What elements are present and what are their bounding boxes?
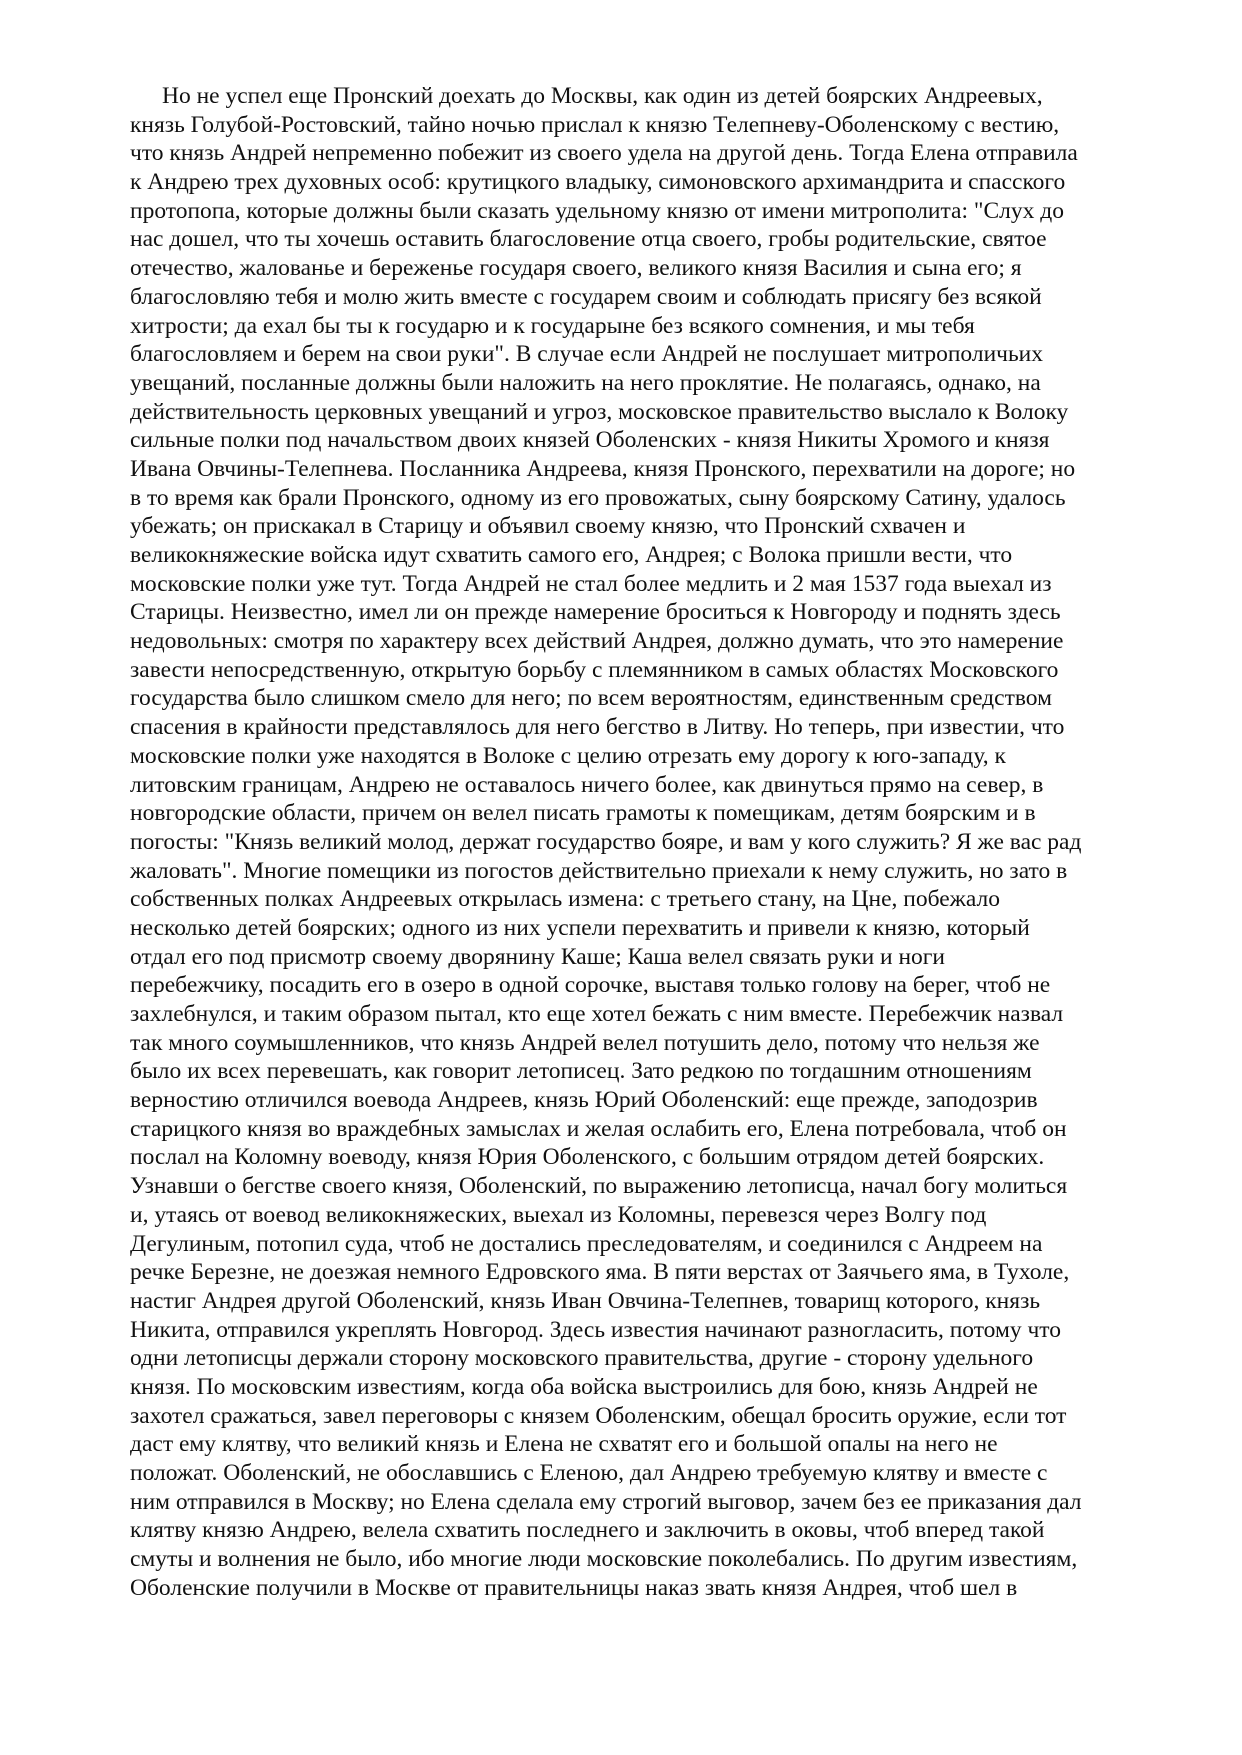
text-line: Никита, отправился укреплять Новгород. Здесь известия начинают разногласить, потому что	[130, 1316, 1062, 1343]
text-line: и, утаясь от воевод великокняжеских, выехал из Коломны, перевезся через Волгу под	[130, 1201, 987, 1228]
text-line: Старицы. Неизвестно, имел ли он прежде намерение броситься к Новгороду и поднять здесь	[130, 599, 1061, 626]
text-line: так много соумышленников, что князь Андрей велел потушить дело, потому что нельзя же	[130, 1029, 1040, 1056]
text-line: хитрости; да ехал бы ты к государю и к государыне без всякого сомнения, и мы тебя	[130, 312, 975, 339]
text-line: было их всех перевешать, как говорит летописец. Зато редкою по тогдашним отношениям	[130, 1058, 1032, 1085]
text-line: перебежчику, посадить его в озеро в одной сорочке, выставя только голову на берег, чтоб не	[130, 972, 1051, 999]
text-line: смуты и волнения не было, ибо многие люди московские поколебались. По другим известиям,	[130, 1546, 1078, 1573]
text-line: что князь Андрей непременно побежит из своего удела на другой день. Тогда Елена отправила	[130, 140, 1078, 167]
text-line: благословляем и берем на свои руки". В случае если Андрей не послушает митрополичьих	[130, 341, 1044, 368]
text-line: великокняжеские войска идут схватить самого его, Андрея; с Волока пришли вести, что	[130, 542, 1013, 568]
text-line: Дегулиным, потопил суда, чтоб не достались преследователям, и соединился с Андреем на	[130, 1230, 1043, 1257]
text-line: одни летописцы держали сторону московского правительства, другие - сторону удельного	[130, 1345, 1034, 1372]
text-line: благословляю тебя и молю жить вместе с государем своим и соблюдать присягу без всякой	[130, 283, 1042, 310]
text-line: речке Березне, не доезжая немного Едровского яма. В пяти верстах от Заячьего яма, в Тухоле,	[130, 1259, 1070, 1286]
text-line: отдал его под присмотр своему дворянину Каше; Каша велел связать руки и ноги	[130, 943, 946, 970]
text-line: настиг Андрея другой Оболенский, князь Иван Овчина-Телепнев, товарищ которого, князь	[130, 1287, 1041, 1314]
text-line: даст ему клятву, что великий князь и Елена не схватят его и большой опалы на него не	[130, 1431, 998, 1458]
text-line: верностию отличился воевода Андреев, князь Юрий Оболенский: еще прежде, заподозрив	[130, 1087, 1038, 1114]
text-line: государства было слишком смело для него; по всем вероятностям, единственным средством	[130, 685, 1052, 712]
text-line: Но не успел еще Пронский доехать до Москвы, как один из детей боярских Андреевых,	[162, 83, 1043, 109]
text-line: завести непосредственную, открытую борьбу с племянником в самых областях Московского	[130, 656, 1059, 683]
text-line: московские полки уже тут. Тогда Андрей не стал более медлить и 2 мая 1537 года выехал из	[130, 570, 1052, 597]
text-line: князя. По московским известиям, когда оба войска выстроились для бою, князь Андрей не	[130, 1373, 1038, 1400]
text-line: недовольных: смотря по характеру всех действий Андрея, должно думать, что это намерение	[130, 628, 1064, 655]
text-line: погосты: "Князь великий молод, держат государство бояре, и вам у кого служить? Я же вас рад	[130, 828, 1082, 855]
text-line: Ивана Овчины-Телепнева. Посланника Андреева, князя Пронского, перехватили на дороге; но	[130, 455, 1076, 482]
text-line: Оболенские получили в Москве от правительницы наказ звать князя Андрея, чтоб шел в	[130, 1574, 1018, 1601]
text-line: литовским границам, Андрею не оставалось ничего более, как двинуться прямо на север, в	[130, 771, 1044, 798]
text-line: ним отправился в Москву; но Елена сделала ему строгий выговор, зачем без ее приказания дал	[130, 1488, 1082, 1515]
text-line: действительность церковных увещаний и угроз, московское правительство выслало к Волоку	[130, 398, 1069, 425]
text-line: в то время как брали Пронского, одному из его провожатых, сыну боярскому Сатину, удалось	[130, 484, 1066, 511]
text-line: послал на Коломну воеводу, князя Юрия Оболенского, с большим отрядом детей боярских.	[130, 1144, 1045, 1171]
text-line: князь Голубой-Ростовский, тайно ночью прислал к князю Телепневу-Оболенскому с вестию,	[130, 111, 1060, 138]
text-line: Узнавши о бегстве своего князя, Оболенский, по выражению летописца, начал богу молиться	[130, 1173, 1068, 1200]
text-line: жаловать". Многие помещики из погостов действительно приехали к нему служить, но зато в	[130, 857, 1068, 884]
text-line: отечество, жалованье и береженье государя своего, великого князя Василия и сына его; я	[130, 255, 1022, 282]
text-line: положат. Оболенский, не обославшись с Еленою, дал Андрею требуемую клятву и вместе с	[130, 1460, 1048, 1486]
text-line: московские полки уже находятся в Волоке с целию отрезать ему дорогу к юго-западу, к	[130, 742, 1006, 769]
text-line: нас дошел, что ты хочешь оставить благословение отца своего, гробы родительские, святое	[130, 226, 1047, 253]
text-line: захотел сражаться, завел переговоры с князем Оболенским, обещал бросить оружие, если тот	[130, 1402, 1067, 1429]
text-line: новгородские области, причем он велел писать грамоты к помещикам, детям боярским и в	[130, 800, 1036, 827]
text-line: увещаний, посланные должны были наложить на него проклятие. Не полагаясь, однако, на	[130, 369, 1041, 396]
text-line: спасения в крайности представлялось для него бегство в Литву. Но теперь, при известии, что	[130, 714, 1065, 741]
text-line: несколько детей боярских; одного из них успели перехватить и привели к князю, который	[130, 914, 1030, 941]
text-line: сильные полки под начальством двоих князей Оболенских - князя Никиты Хромого и князя	[130, 427, 1050, 454]
text-line: убежать; он прискакал в Старицу и объявил своему князю, что Пронский схвачен и	[130, 513, 966, 540]
text-line: старицкого князя во враждебных замыслах и желая ослабить его, Елена потребовала, чтоб он	[130, 1115, 1067, 1142]
text-line: клятву князю Андрею, велела схватить последнего и заключить в оковы, чтоб вперед такой	[130, 1517, 1045, 1544]
text-line: собственных полках Андреевых открылась измена: с третьего стану, на Цне, побежало	[130, 886, 1001, 913]
body-text	[130, 82, 1130, 1602]
text-line: захлебнулся, и таким образом пытал, кто еще хотел бежать с ним вместе. Перебежчик назвал	[130, 1001, 1064, 1027]
text-line: протопопа, которые должны были сказать удельному князю от имени митрополита: "Слух до	[130, 197, 1064, 224]
text-line: к Андрею трех духовных особ: крутицкого владыку, симоновского архимандрита и спасского	[130, 169, 1066, 196]
